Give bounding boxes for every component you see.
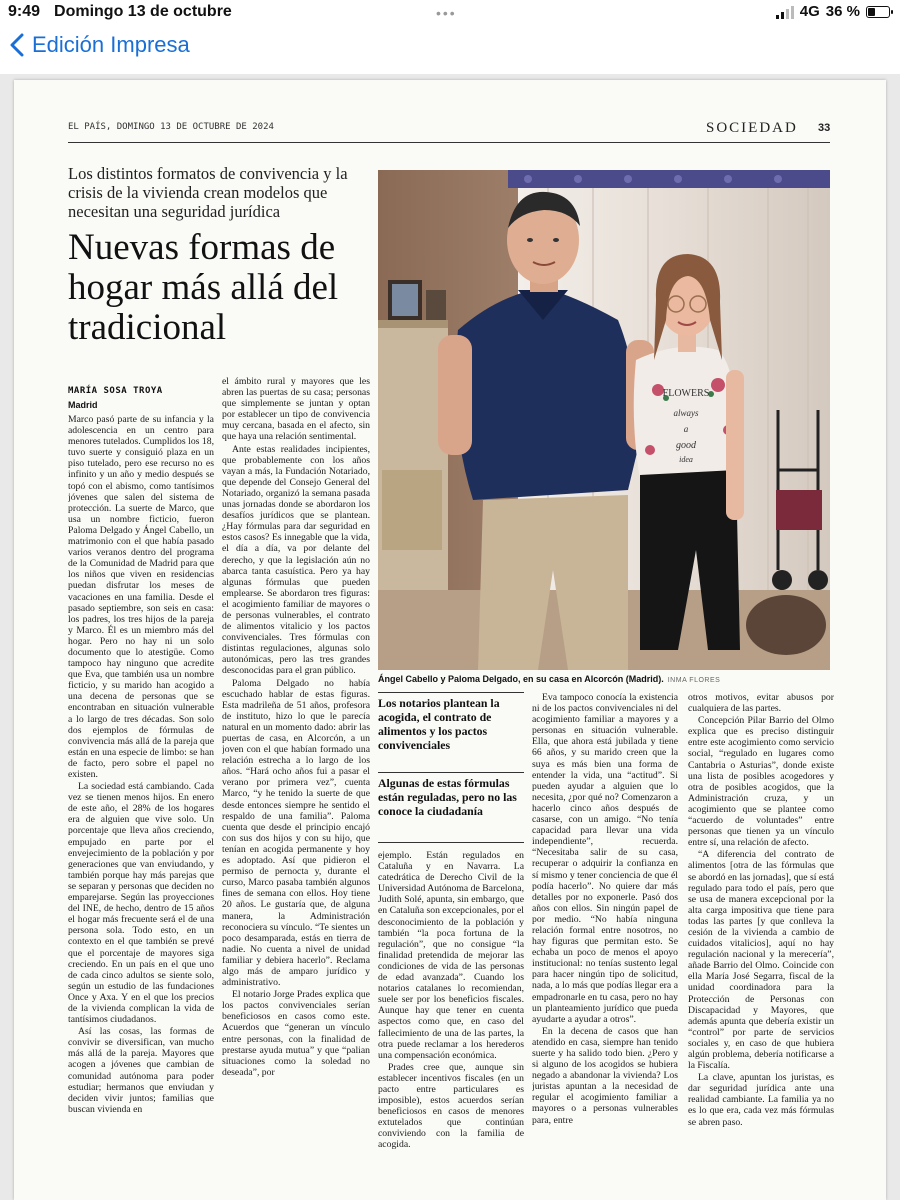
pull-quote-rule: [378, 772, 524, 773]
page-number: 33: [818, 122, 831, 134]
battery-percent: 36 %: [825, 3, 860, 20]
paragraph: Ante estas realidades incipientes, que probablemente con los años vayan a más, la Fundación Notariado, que depende del Consejo General del Notariado, organizó la semana pasada unas jornadas donde se abordaron los desafíos jurídicos que se plantean. ¿Hay fórmulas para dar seguridad en estos casos? Es innegable que la vida, el día a día, va por delante del derecho, y que la legislación aún no abarca tanta casuística. Pero ya hay algunas fórmulas que pueden emplearse. Se abordaron tres figuras: el acogimiento familiar de mayores o de personas vulnerables, el contrato de alimentos vitalicio y los pactos convivenciales. Tres fórmulas con distintas regulaciones, algunas solo autonómicas, pero las tres grandes desconocidas para el gran público.: [222, 443, 370, 677]
shirt-text-3: a: [683, 424, 689, 434]
paragraph: Eva tampoco conocía la existencia ni de los pactos convivenciales ni del acogimiento familiar a mayores y a personas en situación vulnerable. Ella, que ahora está jubilada y tiene 66 años, y su marido creen que la suya es más bien una forma de entender la vida, una “actitud”. Si pueden ayudar a alguien que lo necesita, ¿por qué no? Comenzaron a hacerlo cinco años después de casarse, con un amigo. “No tenía capacidad para llevar una vida independiente”, recuerda. “Necesitaba salir de su casa, recuperar o adquirir la confianza en sí mismo y tener conciencia de que él podía hacerlo”. No quiere dar más detalles por no exponerle. Pasó dos años con ellos. Sin ningún papel de por medio. “No había ninguna relación formal entre nosotros, no hay figuras que permitan esto. Se echaba un poco de menos el apoyo institucional: no tenías sustento legal para hacer ningún tipo de solicitud, nada, a lo más que podías llegar era a empadronarle en tu casa, pero no hay un planteamiento jurídico que pueda ayudarte a ayudar a otros”.: [532, 692, 678, 1025]
paragraph: La clave, apuntan los juristas, es dar seguridad jurídica ante una realidad cambiante. La familia ya no es lo que era, cada vez más fórmulas se abren paso.: [688, 1072, 834, 1128]
article-column-2: [222, 376, 370, 1194]
paragraph: ejemplo. Están regulados en Cataluña y en Navarra. La catedrática de Derecho Civil de la Universidad Autónoma de Barcelona, Judith Solé, apunta, sin embargo, que en Cataluña son excepcionales, por el desconocimiento de la población y también “la poca fortuna de la regulación”, que no consigue “la finalidad pretendida de mejorar las condiciones de vida de las personas de edad avanzada”. Cuando los notarios catalanes lo recomiendan, suele ser por los beneficios fiscales. Aunque hay que tener en cuenta aspectos como que, en caso del fallecimiento de una de las partes, la otra puede reclamar a los herederos una compensación económica.: [378, 850, 524, 1061]
pull-quote-1: Los notarios plantean la acogida, el contrato de alimentos y los pactos convivenciales: [378, 696, 500, 752]
status-time: 9:49: [8, 3, 41, 20]
newspaper-page[interactable]: [14, 80, 886, 1200]
shirt-text-4: good: [676, 440, 696, 451]
couple-portrait-illustration: [378, 170, 830, 670]
back-button-label: Edición Impresa: [32, 32, 190, 57]
paragraph: otros motivos, evitar abusos por cualquiera de las partes.: [688, 692, 834, 715]
article-photo: [378, 170, 830, 670]
battery-fill: [868, 8, 875, 16]
shirt-text-5: idea: [679, 455, 693, 464]
status-left: [8, 3, 246, 21]
paragraph: el ámbito rural y mayores que les abren las puertas de su casa; personas que simplemente se juntan y optan por establecer un tipo de convivencia muy cercana, basada en el afecto, sin que haya una relación sentimental.: [222, 376, 370, 443]
photo-credit: INMA FLORES: [667, 677, 721, 684]
article-column-1: [68, 414, 214, 1194]
paragraph: “A diferencia del contrato de alimentos [otra de las fórmulas que se abordó en las jornadas], que sí está regulado para todo el país, pero que se usa de manera excepcional por la alta carga impositiva que tiene para todas las partes [y que conlleva la cesión de la vivienda a cambio de cuidados vitalicios], aquí no hay regulación nacional y la merecería”, añade Barrio del Olmo. Coincide con ella María José Segarra, fiscal de la unidad coordinadora para la Protección de Personas con Discapacidad y Mayores, que además apunta que debería existir un “control” por parte de servicios sociales y, en caso de que hubiera algún problema, debería notificarse a la Fiscalía.: [688, 849, 834, 1072]
paragraph: La sociedad está cambiando. Cada vez se tienen menos hijos. En enero de este año, el 28% de los hogares era de alguien que vive solo. Un porcentaje que lleva años creciendo, empujado en parte por el envejecimiento de la población y por generaciones que van enviudando, y también porque hay más parejas que se separan y personas que deciden no emparejarse. Según las proyecciones del INE, de hecho, dentro de 15 años el hogar más frecuente será el de una persona sola. Todo esto, en un contexto en el que también se prevé que el porcentaje de mayores siga creciendo. En un país en el que uno de cada cinco adultos se siente solo, según un estudio de las fundaciones Once y Axa. Y en el que los precios de la vivienda complican la vida de tantísimos ciudadanos.: [68, 781, 214, 1026]
shirt-text-2: always: [673, 408, 699, 418]
battery-icon: [866, 6, 890, 18]
photo-caption: [378, 674, 830, 684]
article-column-5: [688, 692, 834, 1194]
caption-text: Ángel Cabello y Paloma Delgado, en su casa en Alcorcón (Madrid).: [378, 674, 664, 684]
paragraph: Así las cosas, las formas de convivir se diversifican, van mucho más allá de la pareja. Mayores que acogen a jóvenes que cambian de comunidad autónoma para poder estudiar; hermanos que enviudan y deciden vivir juntos; familias que buscan vivienda en: [68, 1026, 214, 1115]
status-right: [776, 3, 890, 20]
status-date: Domingo 13 de octubre: [54, 3, 232, 20]
section-name: SOCIEDAD: [706, 120, 798, 136]
article-dek: Los distintos formatos de convivencia y la crisis de la vivienda crean modelos que necesitan una seguridad jurídica: [68, 164, 348, 221]
cellular-signal-icon: [776, 5, 794, 19]
article-column-3: [378, 850, 524, 1194]
shirt-text-1: FLOWERS: [662, 388, 710, 399]
paragraph: En la decena de casos que han atendido en casa, siempre han tenido suerte y ha salido todo bien. ¿Pero y si alguno de los acogidos se hubiera negado a abandonar la vivienda? Los juristas apuntan a la necesidad de regular el acogimiento familiar a mayores o a personas vulnerables para, entre: [532, 1025, 678, 1126]
paragraph: Prades cree que, aunque sin establecer incentivos fiscales (en un pacto entre particulares es imposible), estos acuerdos serían beneficiosos en casos de menores extutelados que continúan conviviendo con la familia de acogida.: [378, 1061, 524, 1151]
paragraph: Paloma Delgado no había escuchado hablar de estas figuras. Esta madrileña de 51 años, profesora de instituto, hizo lo que le parecía natural en un momento dado: abrir las puertas de casa, en Alcorcón, a un joven con el que habían formado una relación estrecha a lo largo de los años. “Hará ocho años fui a pasar el verano por primera vez”, cuenta Marco, “y he tenido la suerte de que desde entonces siempre he sentido el respaldo de una familia”. Paloma cuenta que desde el principio encajó con sus dos hijos y con su hijo, que tenían en acogida permanente y hoy es adoptado. Así que pidieron el permiso de pernocta y, durante el curso, Marco pasaba también algunos fines de semana con ellos. Hoy tiene 20 años. Le gustaría que, de alguna manera, la Administración reconociera su vínculo. “Te sientes un poco desamparada, estás en tierra de nadie. No cuenta a nivel de unidad familiar y debiera hacerlo”. Reclama algo más de amparo jurídico y administrativo.: [222, 677, 370, 989]
network-type: 4G: [799, 3, 820, 20]
chevron-left-icon: [10, 33, 24, 57]
paragraph: Marco pasó parte de su infancia y la adolescencia en un centro para menores tutelados. Cumplidos los 18, tuvo suerte y consiguió plaza en un piso tutelado, pero ese recurso no es infinito y un año y medio después se topó con el abismo, como tantísimos jóvenes que salen del sistema de protección. La suerte de Marco, que usa un nombre ficticio, fueron Paloma Delgado y Ángel Cabello, un matrimonio con el que había pasado varios veranos dentro del programa de la Comunidad de Madrid para que los niños que viven en residencias puedan disfrutar los meses de vacaciones en una familia. Desde el pasado septiembre, son seis en casa: los padres, los tres hijos de la pareja y Marco. Él es un miembro más del hogar. Pero no hay ni un solo documento que lo atestigüe. Como tampoco hay ninguno que acredite que Eva, que también usa un nombre ficticio, y su marido han acogido a una decena de personas que se encontraban en situación vulnerable a lo largo de tres décadas. Son solo dos ejemplos de fórmulas de convivencia más allá de la pareja que están en una especie de limbo: se han de facto, pero sobre el papel no existen.: [68, 414, 214, 780]
article-column-4: [532, 692, 678, 1194]
byline: MARÍA SOSA TROYA: [68, 386, 163, 396]
folio-date: EL PAÍS, DOMINGO 13 DE OCTUBRE DE 2024: [68, 122, 274, 132]
pull-quote-rule: [378, 842, 524, 843]
back-button[interactable]: [10, 32, 190, 58]
dateline: Madrid: [68, 400, 98, 410]
navigation-bar: [0, 26, 900, 74]
header-rule: [68, 142, 830, 143]
paragraph: Concepción Pilar Barrio del Olmo explica que es preciso distinguir entre este acogimiento como servicio social, “regulado en lugares como Cantabria o Asturias”, donde existe una lista de posibles acogedores y otra de posibles acogidos, que la Administración cruza, y un acogimiento que se plantee como “acuerdo de voluntades” entre personas que tienen ya un vínculo entre sí, una relación de afecto.: [688, 715, 834, 849]
multitasking-dots-icon[interactable]: •••: [436, 5, 457, 21]
paragraph: El notario Jorge Prades explica que los pactos convivenciales serían beneficiosos en casos como este. Acuerdos que “generan un vínculo entre personas, con la finalidad de prestarse ayuda mutua” y que “palian situaciones como la soledad no deseada”, por: [222, 989, 370, 1078]
status-bar: [0, 0, 900, 26]
pull-quote-rule: [378, 692, 524, 693]
pull-quote-2: Algunas de estas fórmulas están reguladas, pero no las conoce la ciudadanía: [378, 776, 517, 818]
article-headline: Nuevas formas de hogar más allá del tradicional: [68, 227, 339, 348]
